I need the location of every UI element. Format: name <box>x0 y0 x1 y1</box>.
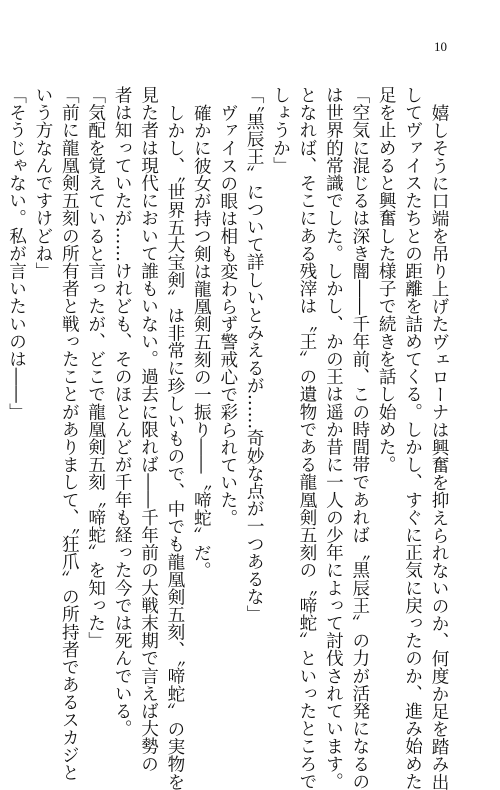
text-line: してヴァイスたちとの距離を詰めてくる。しかし、すぐに正気に戻ったのか、進み始めた <box>402 86 423 790</box>
text-line: 者は知っていたが……けれども、そのほとんどが千年も経った今では死んでいる。 <box>112 86 133 738</box>
body-text <box>3 86 452 790</box>
text-line: ヴァイスの眼は相も変わらず警戒心で彩られていた。 <box>217 103 238 526</box>
text-line: 「前に龍凰剣五刻の所有者と戦ったことがありまして、〝狂爪〟の所持者であるスカジと <box>59 86 80 782</box>
text-line: いう方なんですけどね」 <box>32 86 53 280</box>
text-line: 「気配を覚えていると言ったが、どこで龍凰剣五刻〝啼蛇〟を知った」 <box>85 86 106 650</box>
text-line: 「〝黒辰王〟について詳しいとみえるが……奇妙な点が一つあるな」 <box>244 86 265 623</box>
text-line: は世界的常識でした。しかし、かの王は遥か昔に一人の少年によって討伐されています。 <box>323 86 344 790</box>
text-line: となれば、そこにある残滓は〝王〟の遺物である龍凰剣五刻の〝啼蛇〟といったところで <box>296 86 317 790</box>
text-line: 足を止めると興奮した様子で続きを話し始めた。 <box>376 86 397 474</box>
text-line: 嬉しそうに口端を吊り上げたヴェローナは興奮を抑えられないのか、何度か足を踏み出 <box>429 103 449 790</box>
text-line: 見た者は現代において誰もいない。過去に限れば――千年前の大戦末期で言えば大勢の <box>138 86 159 773</box>
text-line: しょうか」 <box>270 86 291 174</box>
text-line: 「空気に混じるは深き闇――千年前、この時間帯であれば〝黒辰王〟の力が活発になるの <box>349 86 370 790</box>
text-line: 「そうじゃない。私が言いたいのは――」 <box>6 86 27 421</box>
page-number: 10 <box>434 39 447 54</box>
text-line: しかし、〝世界五大宝剣〟は非常に珍しいもので、中でも龍凰剣五刻、〝啼蛇〟の実物を <box>164 103 185 790</box>
text-line: 確かに彼女が持つ剣は龍凰剣五刻の一振り――〝啼蛇〟だ。 <box>191 103 212 579</box>
